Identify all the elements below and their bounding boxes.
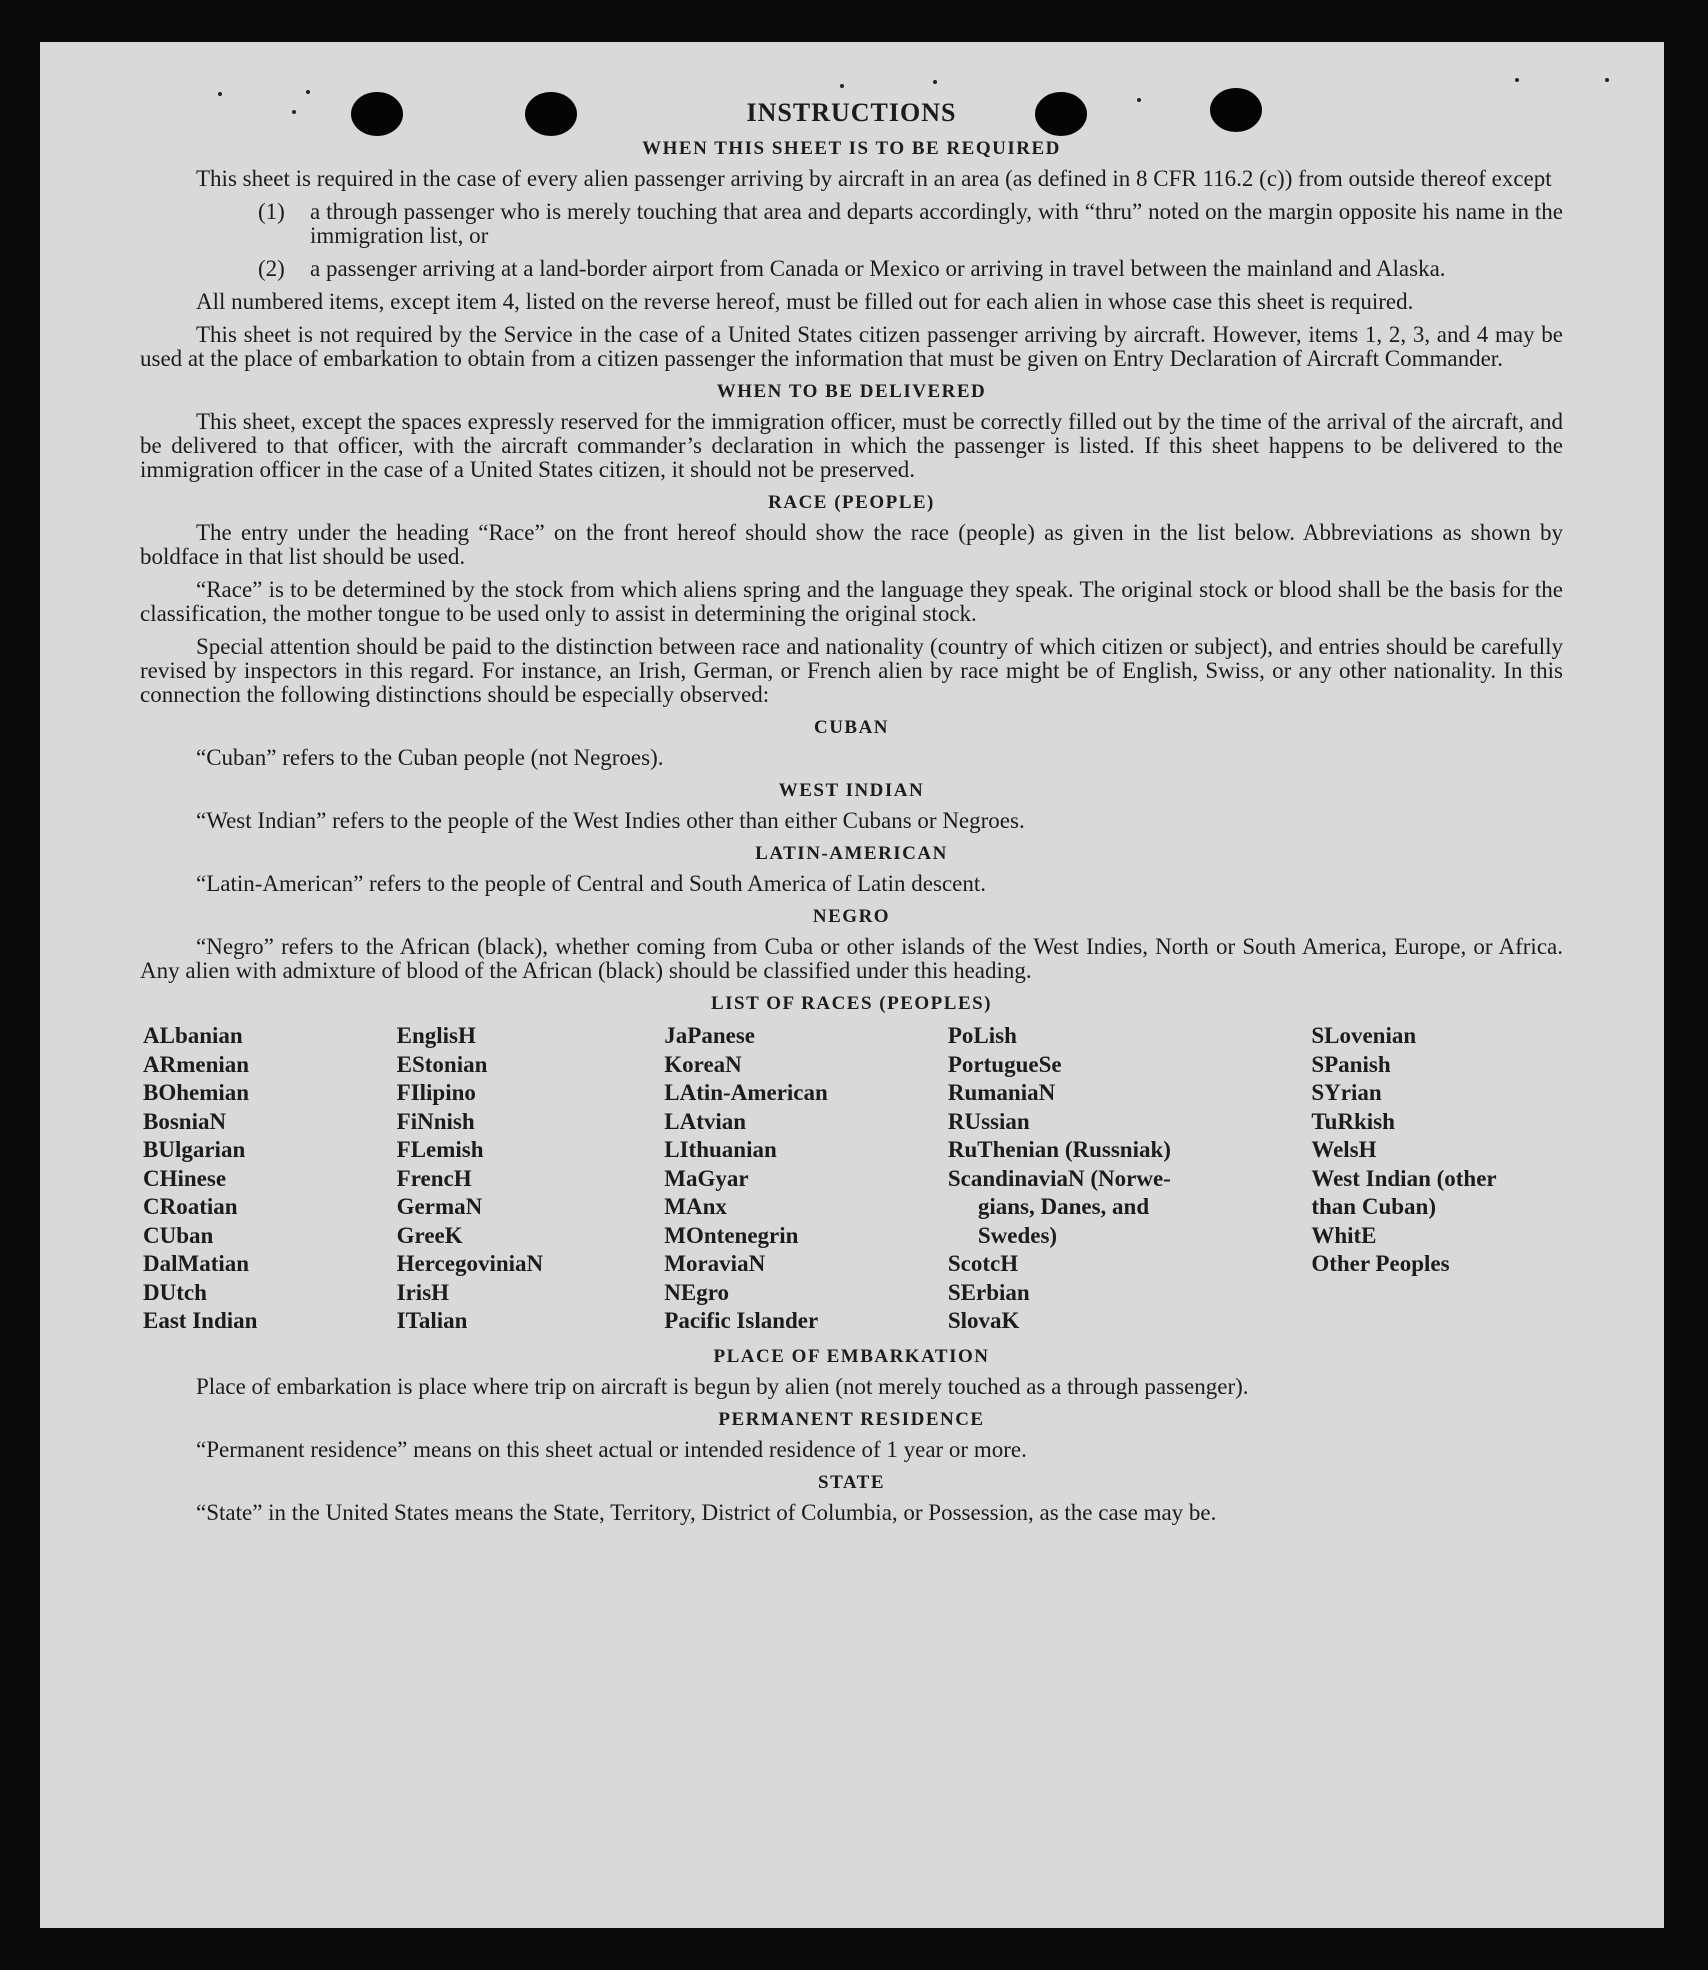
race-entry: SYrian <box>1311 1080 1382 1105</box>
race-entry: PortugueSe <box>947 1051 1062 1077</box>
race-entry: LAtin-American <box>664 1080 828 1105</box>
race-entry: CHinese <box>143 1165 227 1191</box>
paragraph: “West Indian” refers to the people of the West Indies other than either Cubans or Negroes. <box>196 808 1025 833</box>
race-entry: BUlgarian <box>143 1137 246 1162</box>
race-entry: West Indian (other <box>1311 1165 1497 1191</box>
paragraph: This sheet is not required by the Service in the case of a United States citizen passenger arriving by aircraft. However, items 1, 2, 3, and 4 may be used at the place of embarkation to obtain from a citizen passenger the information that must be given on Entry Declaration of Aircraft Commander. <box>140 322 1563 371</box>
race-entry: gians, Danes, and <box>977 1194 1150 1219</box>
race-entry: FLemish <box>396 1137 484 1162</box>
heading-when-delivered: WHEN TO BE DELIVERED <box>716 381 987 402</box>
paragraph: All numbered items, except item 4, listed on the reverse hereof, must be filled out for each alien in whose case this sheet is required. <box>196 289 1414 314</box>
paragraph: “Negro” refers to the African (black), whether coming from Cuba or other islands of the West Indies, North or South America, Europe, or Africa. Any alien with admixture of blood of the African (black) should be classified under this heading. <box>140 934 1563 983</box>
instructions-text <box>140 98 1563 1534</box>
paragraph: Special attention should be paid to the distinction between race and nationality (country of which citizen or subject), and entries should be carefully revised by inspectors in this regard. For instance, an Irish, German, or French alien by race might be of English, Swiss, or any other nationality. In this connection the following distinctions should be especially observed: <box>140 634 1563 707</box>
paragraph: This sheet, except the spaces expressly reserved for the immigration officer, must be correctly filled out by the time of the arrival of the aircraft, and be delivered to that officer, with the aircraft commander’s declaration in which the passenger is listed. If this sheet happens to be delivered to the immigration officer in the case of a United States citizen, it should not be preserved. <box>140 409 1563 482</box>
heading-list-of-races: LIST OF RACES (PEOPLES) <box>710 993 993 1014</box>
race-entry: East Indian <box>143 1308 258 1333</box>
speck <box>218 92 222 96</box>
race-entry: MaGyar <box>664 1165 749 1191</box>
race-entry: ScandinaviaN (Norwe- <box>947 1165 1171 1191</box>
race-column <box>397 1022 665 1336</box>
race-entry: ALbanian <box>143 1023 243 1048</box>
race-entry: WhitE <box>1311 1222 1377 1248</box>
heading-latin-american: LATIN-AMERICAN <box>755 843 948 864</box>
race-entry: SPanish <box>1311 1051 1391 1077</box>
race-entry: SLovenian <box>1311 1023 1417 1048</box>
item-text: a through passenger who is merely touching that area and departs accordingly, with “thru” noted on the margin opposite his name in the immigration list, or <box>310 199 1563 248</box>
race-column <box>948 1022 1311 1336</box>
heading-state: STATE <box>818 1471 885 1493</box>
race-entry: GreeK <box>396 1222 463 1248</box>
paragraph: “Latin-American” refers to the people of Central and South America of Latin descent. <box>196 871 986 896</box>
race-entry: ITalian <box>396 1308 468 1333</box>
race-entry: KoreaN <box>664 1051 742 1077</box>
heading-race: RACE (PEOPLE) <box>768 492 935 513</box>
paragraph: The entry under the heading “Race” on the front hereof should show the race (people) as given in the list below. Abbreviations as shown by boldface in that list should be used. <box>140 520 1563 569</box>
race-entry: ARmenian <box>143 1051 250 1077</box>
heading-permanent-residence: PERMANENT RESIDENCE <box>718 1408 985 1430</box>
race-entry: PoLish <box>947 1023 1017 1048</box>
race-entry: WelsH <box>1311 1137 1377 1162</box>
speck <box>933 80 937 84</box>
speck <box>1605 78 1609 82</box>
race-entry: BOhemian <box>143 1080 250 1105</box>
paragraph: Place of embarkation is place where trip on aircraft is begun by alien (not merely touched as a through passenger). <box>196 1373 1249 1399</box>
paragraph: “Race” is to be determined by the stock from which aliens spring and the language they speak. The original stock or blood shall be the basis for the classification, the mother tongue to be used only to assist in determining the original stock. <box>140 577 1563 626</box>
paragraph: “State” in the United States means the State, Territory, District of Columbia, or Possession, as the case may be. <box>196 1499 1217 1525</box>
speck <box>840 84 844 88</box>
race-entry: HercegoviniaN <box>396 1251 544 1276</box>
race-entry: MAnx <box>664 1194 727 1219</box>
race-entry: EStonian <box>396 1051 488 1077</box>
race-entry: RuThenian (Russniak) <box>947 1137 1171 1162</box>
race-entry: SlovaK <box>947 1308 1020 1333</box>
race-entry: RumaniaN <box>947 1080 1056 1105</box>
race-entry: LIthuanian <box>664 1137 777 1162</box>
heading-when-required: WHEN THIS SHEET IS TO BE REQUIRED <box>642 138 1061 159</box>
race-entry: Swedes) <box>977 1222 1058 1248</box>
race-entry: than Cuban) <box>1311 1194 1436 1219</box>
heading-negro: NEGRO <box>812 906 891 927</box>
page-title: INSTRUCTIONS <box>746 98 957 127</box>
race-entry: TuRkish <box>1311 1108 1395 1134</box>
race-entry: CRoatian <box>143 1194 238 1219</box>
race-entry: FIlipino <box>396 1080 476 1105</box>
race-column <box>1311 1022 1563 1336</box>
race-entry: IrisH <box>396 1279 450 1305</box>
item-number: (1) <box>258 199 285 224</box>
race-entry: RUssian <box>947 1108 1030 1134</box>
speck <box>1515 78 1519 82</box>
race-entry: FiNnish <box>396 1108 475 1134</box>
race-entry: EnglisH <box>396 1023 476 1048</box>
paragraph: “Permanent residence” means on this sheet actual or intended residence of 1 year or more. <box>196 1436 1027 1462</box>
race-entry: MoraviaN <box>664 1251 766 1276</box>
paragraph: This sheet is required in the case of every alien passenger arriving by aircraft in an area (as defined in 8 CFR 116.2 (c)) from outside thereof except <box>196 166 1552 191</box>
race-entry: DUtch <box>143 1279 207 1305</box>
race-entry: Other Peoples <box>1311 1251 1450 1276</box>
race-column <box>664 1022 948 1336</box>
race-entry: SErbian <box>947 1279 1030 1305</box>
race-entry: JaPanese <box>664 1023 755 1048</box>
race-column <box>143 1022 397 1336</box>
speck <box>306 90 310 94</box>
heading-west-indian: WEST INDIAN <box>778 780 925 801</box>
list-item <box>258 200 1563 248</box>
race-entry: MOntenegrin <box>664 1222 799 1248</box>
race-entry: NEgro <box>664 1279 730 1305</box>
race-entry: BosniaN <box>143 1108 227 1134</box>
race-entry: LAtvian <box>664 1108 747 1134</box>
item-text: a passenger arriving at a land-border airport from Canada or Mexico or arriving in travel between the mainland and Alaska. <box>310 256 1446 281</box>
heading-cuban: CUBAN <box>813 717 890 738</box>
heading-place-of-embarkation: PLACE OF EMBARKATION <box>713 1345 990 1367</box>
race-entry: GermaN <box>396 1194 483 1219</box>
race-list <box>143 1022 1563 1336</box>
race-entry: CUban <box>143 1222 214 1248</box>
race-entry: ScotcH <box>947 1251 1019 1276</box>
paragraph: “Cuban” refers to the Cuban people (not Negroes). <box>196 745 664 770</box>
race-entry: FrencH <box>396 1165 472 1191</box>
race-entry: Pacific Islander <box>664 1308 819 1333</box>
item-number: (2) <box>258 256 285 281</box>
list-item <box>258 257 1563 281</box>
race-entry: DalMatian <box>143 1251 250 1276</box>
